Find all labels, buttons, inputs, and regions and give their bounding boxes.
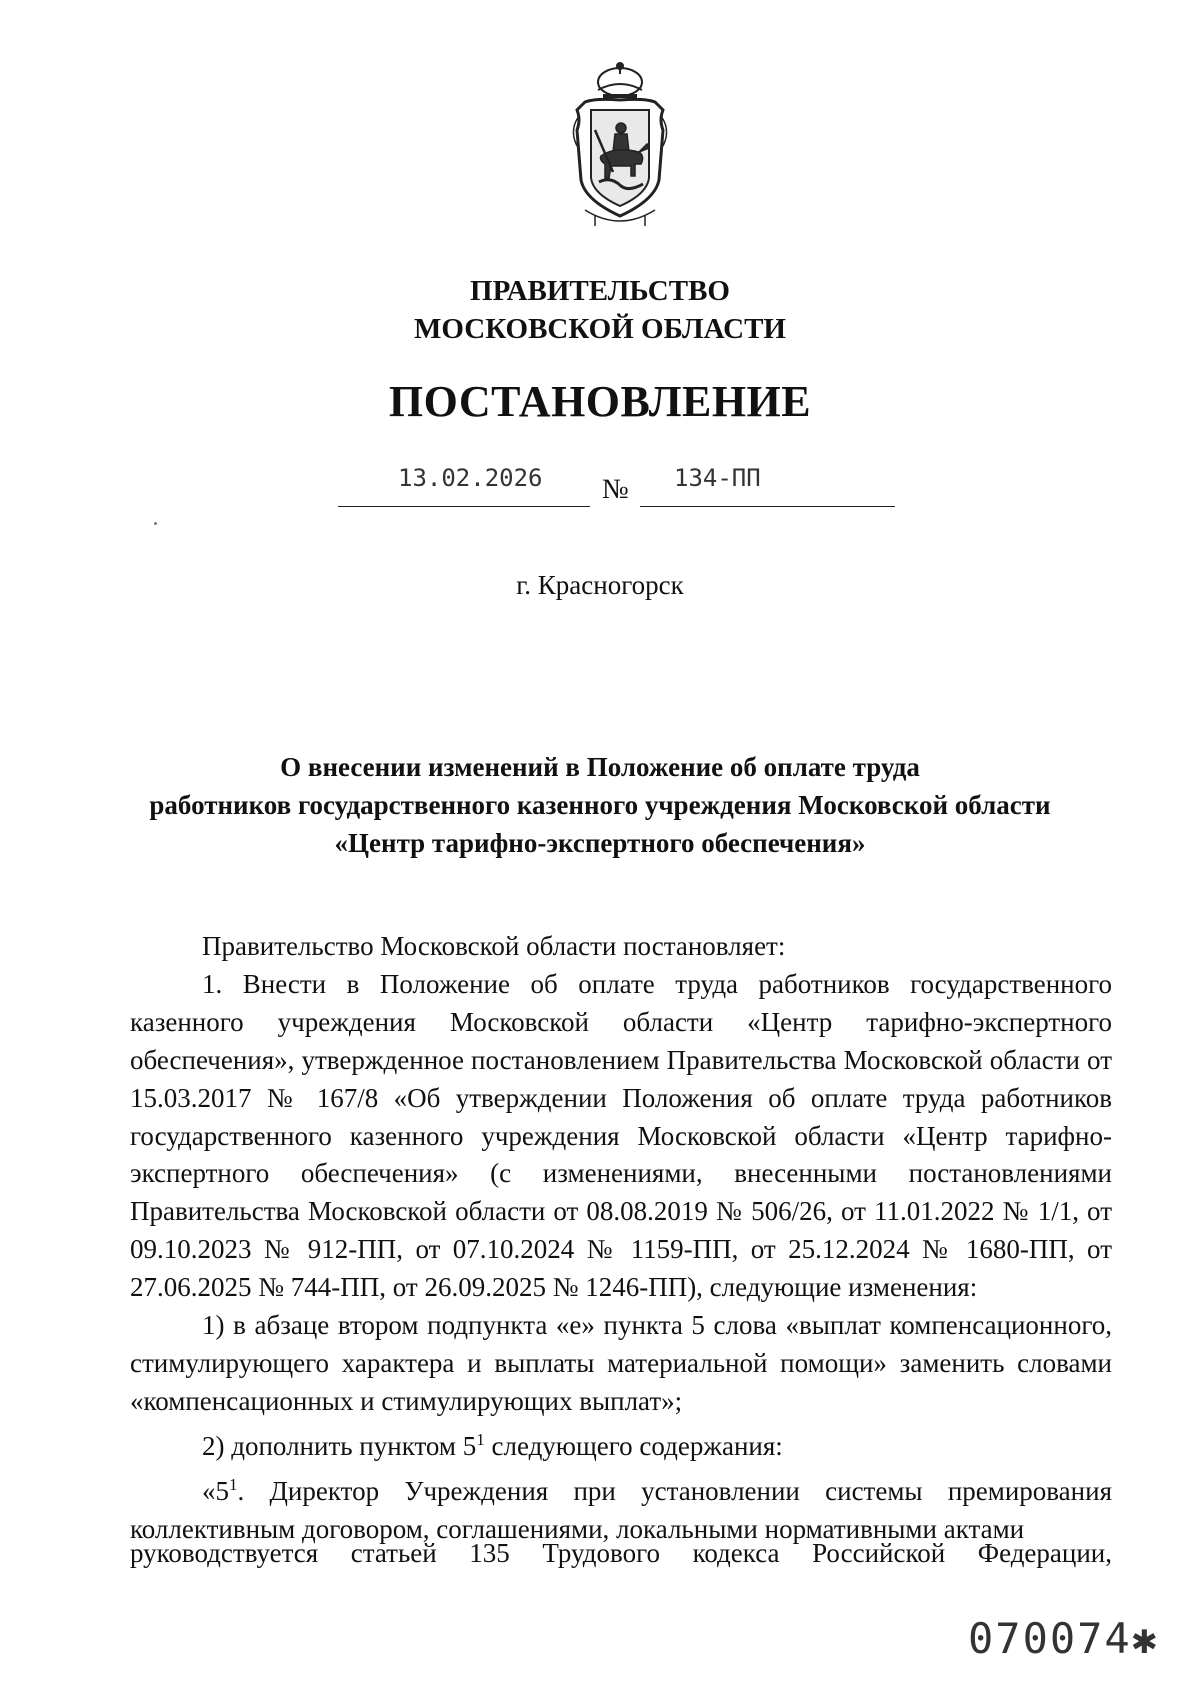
- coat-of-arms-emblem: [555, 60, 685, 228]
- p3-superscript: 1: [476, 1429, 485, 1449]
- document-number: 134-ПП: [674, 464, 761, 492]
- city: г. Красногорск: [516, 570, 684, 600]
- crown-icon: [598, 63, 642, 96]
- serial-stamp: 070074✱: [968, 1614, 1160, 1663]
- paragraph-preamble: Правительство Московской области постановляет:: [202, 931, 786, 961]
- paragraph-continuation: руководствуется статьей 135 Трудового кодекса Российской Федерации,: [130, 1538, 1112, 1568]
- scan-speck: [154, 522, 157, 525]
- document-subject: [0, 748, 1200, 862]
- p4-superscript: 1: [229, 1474, 238, 1494]
- document-body: [130, 928, 1112, 1549]
- subject-line-2: работников государственного казенного учреждения Московской области: [149, 790, 1051, 820]
- paragraph-1: 1. Внести в Положение об оплате труда работников государственного казенного учреждения Московской области «Центр тарифно-экспертного обеспечения», утвержденное постановлением Правительства Московской области от 15.03.2017 № 167/8 «Об утверждении Положения об оплате труда работников государственного казенного учреждения Московской области «Центр тарифно-экспертного обеспечения» (с изменениями, внесенными постановлениями Правительства Московской области от 08.08.2019 № 506/26, от 11.01.2022 № 1/1, от 09.10.2023 № 912-ПП, от 07.10.2024 № 1159-ПП, от 25.12.2024 № 1680-ПП, от 27.06.2025 № 744-ПП, от 26.09.2025 № 1246-ПП), следующие изменения:: [130, 968, 1112, 1303]
- number-sign: №: [602, 474, 629, 505]
- government-title: [0, 272, 1200, 348]
- paragraph-1-2: [130, 1421, 1112, 1466]
- paragraph-1-1: 1) в абзаце втором подпункта «е» пункта 5 слова «выплат компенсационного, стимулирующего характера и выплаты материальной помощи» заменить словами «компенсационных и стимулирующих выплат»;: [130, 1310, 1112, 1416]
- subject-line-1: О внесении изменений в Положение об оплате труда: [280, 752, 920, 782]
- org-line-2: МОСКОВСКОЙ ОБЛАСТИ: [413, 313, 786, 345]
- p4-text-end: . Директор Учреждения при установлении системы премирования коллективным договором, соглашениями, локальными нормативными актами: [130, 1475, 1112, 1544]
- subject-line-3: «Центр тарифно-экспертного обеспечения»: [334, 828, 866, 858]
- document-date: 13.02.2026: [398, 464, 543, 492]
- document-type: ПОСТАНОВЛЕНИЕ: [388, 377, 812, 426]
- p3-text-end: следующего содержания:: [484, 1430, 783, 1461]
- org-line-1: ПРАВИТЕЛЬСТВО: [470, 275, 730, 307]
- p4-text: «5: [202, 1475, 229, 1506]
- p3-text: 2) дополнить пунктом 5: [202, 1430, 477, 1461]
